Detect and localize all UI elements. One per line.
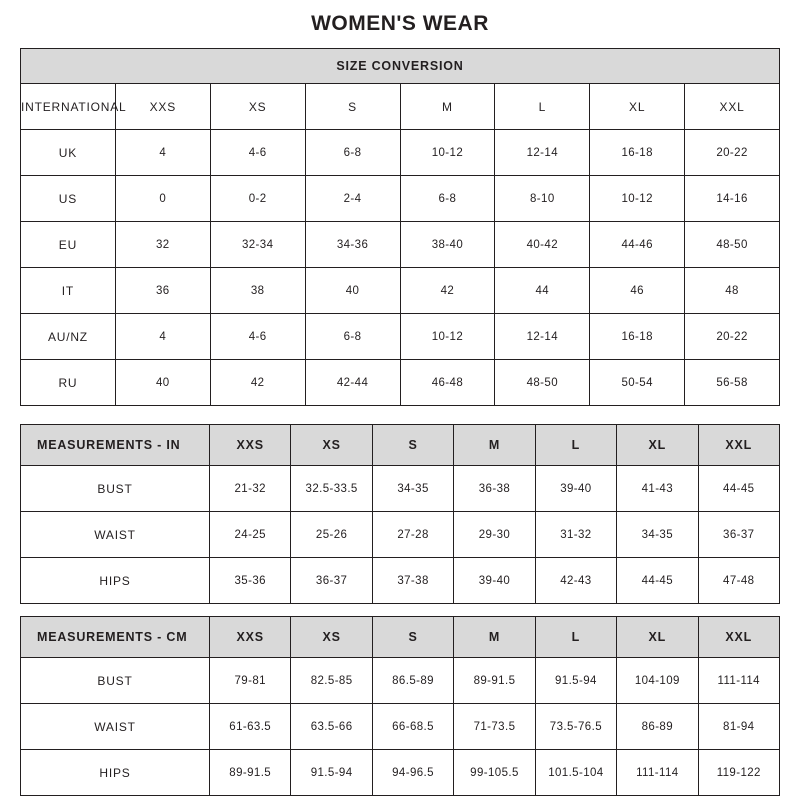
column-header-xxs: XXS <box>210 425 291 466</box>
measurements-cm-table <box>20 616 780 796</box>
column-header-m: M <box>400 84 495 130</box>
table-row <box>21 314 780 360</box>
table-cell: 8-10 <box>495 176 590 222</box>
row-label: WAIST <box>21 512 210 558</box>
size-conversion-header-row <box>21 84 780 130</box>
table-cell: 21-32 <box>210 466 291 512</box>
table-cell: 10-12 <box>400 130 495 176</box>
row-label: BUST <box>21 466 210 512</box>
table-cell: 40 <box>305 268 400 314</box>
table-row <box>21 130 780 176</box>
page-title: WOMEN'S WEAR <box>311 12 489 35</box>
column-header-international: INTERNATIONAL <box>21 84 116 130</box>
row-label: US <box>21 176 116 222</box>
table-cell: 71-73.5 <box>454 704 535 750</box>
table-cell: 35-36 <box>210 558 291 604</box>
row-label: RU <box>21 360 116 406</box>
column-header-xl: XL <box>617 617 698 658</box>
table-spacer <box>20 604 780 616</box>
table-cell: 99-105.5 <box>454 750 535 796</box>
table-cell: 6-8 <box>305 130 400 176</box>
table-cell: 66-68.5 <box>372 704 453 750</box>
table-cell: 82.5-85 <box>291 658 372 704</box>
table-cell: 47-48 <box>698 558 779 604</box>
table-cell: 44-46 <box>590 222 685 268</box>
table-cell: 42 <box>400 268 495 314</box>
table-cell: 12-14 <box>495 314 590 360</box>
table-cell: 12-14 <box>495 130 590 176</box>
table-cell: 24-25 <box>210 512 291 558</box>
table-cell: 6-8 <box>400 176 495 222</box>
table-cell: 111-114 <box>617 750 698 796</box>
table-row <box>21 466 780 512</box>
table-row <box>21 512 780 558</box>
row-label: UK <box>21 130 116 176</box>
table-cell: 40-42 <box>495 222 590 268</box>
row-label: HIPS <box>21 558 210 604</box>
table-row <box>21 268 780 314</box>
table-cell: 20-22 <box>685 130 780 176</box>
table-cell: 89-91.5 <box>454 658 535 704</box>
table-cell: 34-36 <box>305 222 400 268</box>
column-header-xs: XS <box>291 617 372 658</box>
table-cell: 56-58 <box>685 360 780 406</box>
column-header-measurements-in: MEASUREMENTS - IN <box>21 425 210 466</box>
column-header-xxl: XXL <box>685 84 780 130</box>
table-cell: 46-48 <box>400 360 495 406</box>
table-cell: 31-32 <box>535 512 616 558</box>
column-header-xs: XS <box>210 84 305 130</box>
table-cell: 36 <box>115 268 210 314</box>
table-cell: 44-45 <box>617 558 698 604</box>
table-cell: 0 <box>115 176 210 222</box>
table-cell: 104-109 <box>617 658 698 704</box>
table-cell: 38 <box>210 268 305 314</box>
measurements-cm-header-row <box>21 617 780 658</box>
table-cell: 10-12 <box>590 176 685 222</box>
table-row <box>21 176 780 222</box>
table-cell: 101.5-104 <box>535 750 616 796</box>
table-cell: 37-38 <box>372 558 453 604</box>
row-label: WAIST <box>21 704 210 750</box>
table-cell: 50-54 <box>590 360 685 406</box>
table-cell: 39-40 <box>535 466 616 512</box>
table-cell: 94-96.5 <box>372 750 453 796</box>
table-row <box>21 658 780 704</box>
table-row <box>21 360 780 406</box>
table-cell: 63.5-66 <box>291 704 372 750</box>
measurements-inches-table <box>20 424 780 604</box>
table-cell: 4 <box>115 130 210 176</box>
table-cell: 79-81 <box>210 658 291 704</box>
column-header-xl: XL <box>617 425 698 466</box>
table-cell: 61-63.5 <box>210 704 291 750</box>
column-header-s: S <box>372 425 453 466</box>
table-cell: 6-8 <box>305 314 400 360</box>
table-cell: 48-50 <box>685 222 780 268</box>
table-cell: 27-28 <box>372 512 453 558</box>
row-label: IT <box>21 268 116 314</box>
table-cell: 81-94 <box>698 704 779 750</box>
column-header-m: M <box>454 425 535 466</box>
table-cell: 111-114 <box>698 658 779 704</box>
table-spacer <box>20 406 780 424</box>
column-header-l: L <box>495 84 590 130</box>
table-row <box>21 750 780 796</box>
table-cell: 32-34 <box>210 222 305 268</box>
column-header-l: L <box>535 617 616 658</box>
table-cell: 16-18 <box>590 130 685 176</box>
column-header-xxs: XXS <box>210 617 291 658</box>
table-cell: 40 <box>115 360 210 406</box>
column-header-xxl: XXL <box>698 425 779 466</box>
table-cell: 36-37 <box>291 558 372 604</box>
column-header-s: S <box>372 617 453 658</box>
column-header-s: S <box>305 84 400 130</box>
table-cell: 42-43 <box>535 558 616 604</box>
table-cell: 41-43 <box>617 466 698 512</box>
table-cell: 25-26 <box>291 512 372 558</box>
row-label: HIPS <box>21 750 210 796</box>
table-cell: 4-6 <box>210 314 305 360</box>
table-cell: 119-122 <box>698 750 779 796</box>
table-cell: 16-18 <box>590 314 685 360</box>
table-cell: 2-4 <box>305 176 400 222</box>
column-header-xxl: XXL <box>698 617 779 658</box>
table-cell: 32.5-33.5 <box>291 466 372 512</box>
table-cell: 4-6 <box>210 130 305 176</box>
table-cell: 46 <box>590 268 685 314</box>
table-cell: 34-35 <box>617 512 698 558</box>
size-conversion-banner: SIZE CONVERSION <box>21 49 780 84</box>
table-cell: 38-40 <box>400 222 495 268</box>
table-cell: 36-38 <box>454 466 535 512</box>
measurements-inches-header-row <box>21 425 780 466</box>
table-cell: 29-30 <box>454 512 535 558</box>
table-row <box>21 558 780 604</box>
table-cell: 44-45 <box>698 466 779 512</box>
row-label: EU <box>21 222 116 268</box>
column-header-measurements-cm: MEASUREMENTS - CM <box>21 617 210 658</box>
size-conversion-banner-row <box>21 49 780 84</box>
table-cell: 86-89 <box>617 704 698 750</box>
column-header-m: M <box>454 617 535 658</box>
size-conversion-table <box>20 48 780 406</box>
column-header-xs: XS <box>291 425 372 466</box>
row-label: BUST <box>21 658 210 704</box>
column-header-xl: XL <box>590 84 685 130</box>
column-header-l: L <box>535 425 616 466</box>
table-cell: 44 <box>495 268 590 314</box>
table-cell: 10-12 <box>400 314 495 360</box>
column-header-xxs: XXS <box>115 84 210 130</box>
table-cell: 91.5-94 <box>291 750 372 796</box>
table-cell: 86.5-89 <box>372 658 453 704</box>
table-cell: 0-2 <box>210 176 305 222</box>
table-cell: 36-37 <box>698 512 779 558</box>
table-cell: 42-44 <box>305 360 400 406</box>
table-cell: 39-40 <box>454 558 535 604</box>
table-cell: 48-50 <box>495 360 590 406</box>
table-cell: 14-16 <box>685 176 780 222</box>
table-cell: 34-35 <box>372 466 453 512</box>
table-cell: 42 <box>210 360 305 406</box>
table-cell: 32 <box>115 222 210 268</box>
table-cell: 20-22 <box>685 314 780 360</box>
table-cell: 73.5-76.5 <box>535 704 616 750</box>
table-row <box>21 704 780 750</box>
table-row <box>21 222 780 268</box>
table-cell: 4 <box>115 314 210 360</box>
table-cell: 91.5-94 <box>535 658 616 704</box>
row-label: AU/NZ <box>21 314 116 360</box>
table-cell: 48 <box>685 268 780 314</box>
table-cell: 89-91.5 <box>210 750 291 796</box>
